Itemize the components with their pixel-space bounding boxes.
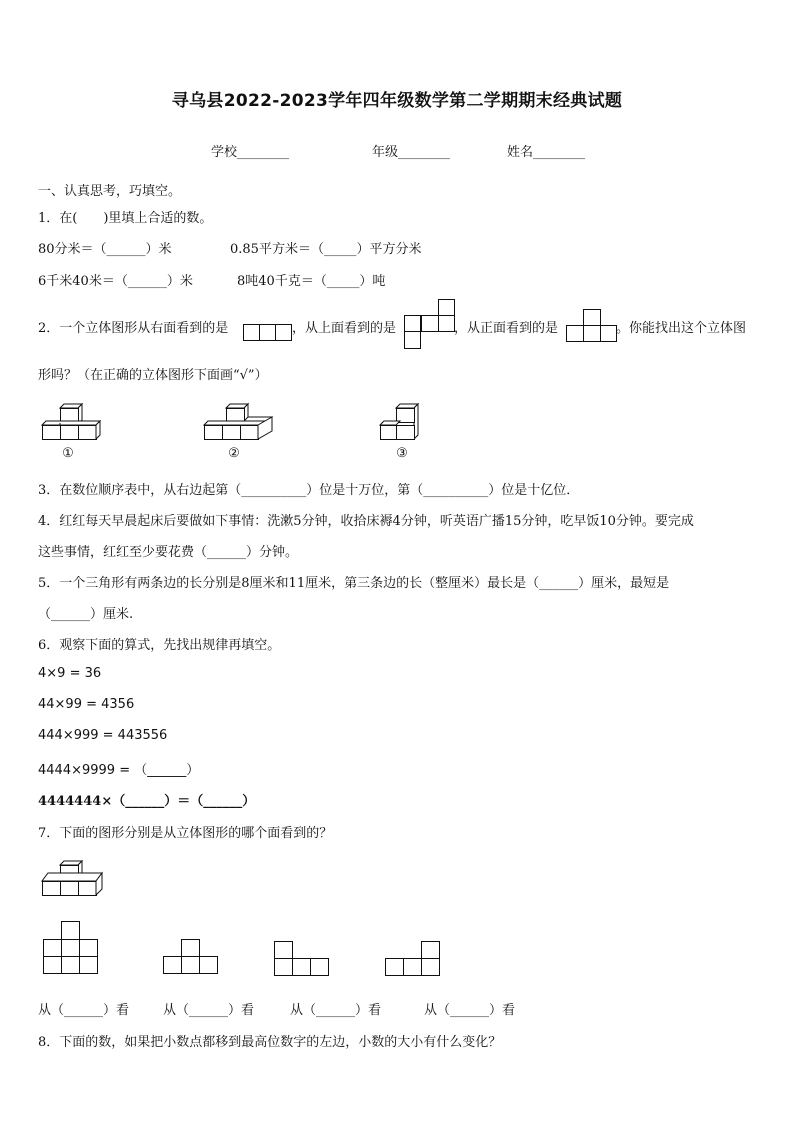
question-1-item-d: 8吨40千克＝（_____）吨 <box>237 274 386 289</box>
section-heading: 一、认真思考，巧填空。 <box>38 184 182 199</box>
grade-field: 年级________ <box>372 145 451 160</box>
equation-3: 444×999 = 443556 <box>38 728 168 743</box>
solid-option-2 <box>200 395 280 441</box>
question-5-line2: （______）厘米. <box>38 607 134 622</box>
question-4-line1: 4．红红每天早晨起床后要做如下事情：洗漱5分钟，收拾床褥4分钟，听英语广播15分钟，吃早饭10分钟。要完成 <box>38 514 694 529</box>
view-answer-1: 从（______）看 <box>38 1003 130 1018</box>
equation-4: 4444×9999 = （______） <box>38 763 200 778</box>
question-5-line1: 5．一个三角形有两条边的长分别是8厘米和11厘米，第三条边的长（整厘米）最长是（______）厘米，最短是 <box>38 576 670 591</box>
question-7-stem: 7．下面的图形分别是从立体图形的哪个面看到的？ <box>38 826 333 841</box>
option-label-3: ③ <box>396 446 408 461</box>
school-field: 学校________ <box>211 145 290 160</box>
name-field: 姓名________ <box>507 145 586 160</box>
equation-1: 4×9 = 36 <box>38 666 102 681</box>
equation-5: 4444444×（______）＝（______） <box>38 794 256 809</box>
option-label-2: ② <box>228 446 240 461</box>
equation-2: 44×99 = 4356 <box>38 697 135 712</box>
question-2-part1: 2．一个立体图形从右面看到的是 <box>38 321 229 336</box>
view-answer-4: 从（______）看 <box>424 1003 516 1018</box>
option-label-1: ① <box>62 446 74 461</box>
question-8: 8．下面的数，如果把小数点都移到最高位数字的左边，小数的大小有什么变化？ <box>38 1035 502 1050</box>
view-figure-2 <box>163 939 219 975</box>
question-6-stem: 6．观察下面的算式，先找出规律再填空。 <box>38 638 281 653</box>
page-title: 寻乌县2022-2023学年四年级数学第二学期期末经典试题 <box>171 91 623 111</box>
question-1-item-c: 6千米40米＝（______）米 <box>38 274 193 289</box>
top-view-figure <box>404 299 456 351</box>
question-2-part3: ，从正面看到的是 <box>454 321 559 336</box>
view-answer-3: 从（______）看 <box>290 1003 382 1018</box>
view-figure-4 <box>385 941 441 977</box>
view-figure-3 <box>274 941 330 977</box>
right-view-figure <box>243 309 293 341</box>
question-1-stem: 1．在( )里填上合适的数。 <box>38 211 213 226</box>
question-1-item-b: 0.85平方米＝（_____）平方分米 <box>230 242 422 257</box>
question-2-line2: 形吗？（在正确的立体图形下面画“√”） <box>38 368 268 383</box>
question-2-part4: 。你能找出这个立体图 <box>616 321 747 336</box>
question-3: 3．在数位顺序表中，从右边起第（__________）位是十万位，第（__________）位是十亿位． <box>38 483 580 498</box>
question-4-line2: 这些事情，红红至少要花费（______）分钟。 <box>38 545 299 560</box>
solid-option-1 <box>38 395 108 441</box>
question-7-solid <box>38 853 110 897</box>
front-view-figure <box>566 309 618 343</box>
solid-option-3 <box>378 395 428 441</box>
view-figure-1 <box>43 921 99 975</box>
view-answer-2: 从（______）看 <box>163 1003 255 1018</box>
question-1-item-a: 80分米＝（______）米 <box>38 242 172 257</box>
question-2-part2: ，从上面看到的是 <box>292 321 397 336</box>
